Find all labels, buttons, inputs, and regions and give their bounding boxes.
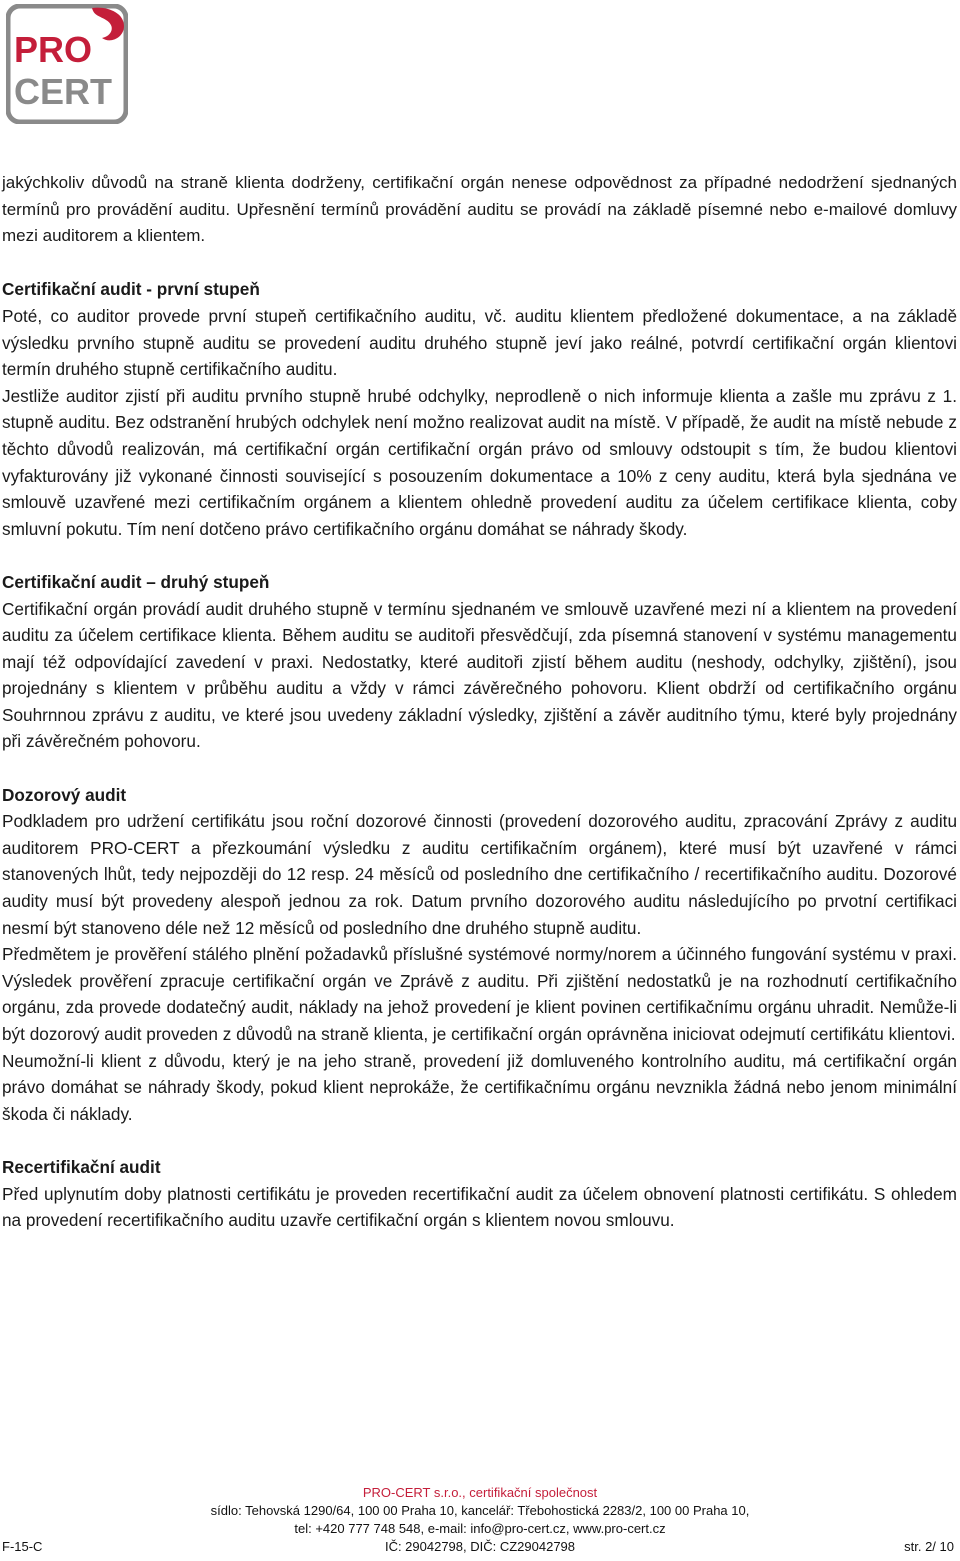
document-body [2,170,957,1234]
footer-last-row [0,1538,960,1556]
intro-paragraph: jakýchkoliv důvodů na straně klienta dodrženy, certifikační orgán nenese odpovědnost za případné nedodržení sjednaných termínů pro provádění auditu. Upřesnění termínů provádění auditu se provádí na základě písemné nebo e-mailové domluvy mezi auditorem a klientem. [2,173,957,246]
footer-address: sídlo: Tehovská 1290/64, 100 00 Praha 10, kancelář: Třebohostická 2283/2, 100 00 Praha 10, [210,1503,750,1518]
surveillance-paragraph-2: Předmětem je prověření stálého plnění požadavků příslušné systémové normy/norem a účinného fungování systému v praxi. Výsledek prověření zpracuje certifikační orgán ve Zprávě z auditu. Při zjištění nedostatků je na rozhodnutí certifikačního orgánu, zda provede dodatečný audit, náklady na jehož provedení je klient povinen certifikačnímu orgánu uhradit. Nemůže-li být dozorový audit proveden z důvodů na straně klienta, je certifikační orgán oprávněna iniciovat odejmutí certifikátu klientovi. [2,944,957,1044]
footer-form-code: F-15-C [2,1539,43,1554]
surveillance-paragraph-1: Podkladem pro udržení certifikátu jsou roční dozorové činnosti (provedení dozorového auditu, zpracování Zprávy z auditu auditorem PRO-CERT a přezkoumání výsledku z auditu certifikačním orgánem), které musí být uzavřené v rámci stanovených lhůt, tedy nejpozději do 12 resp. 24 měsíců od posledního dne certifikačního / recertifikačního auditu. Dozorové audity musí být provedeny alespoň jednou za rok. Datum prvního dozorového auditu následujícího po prvotní certifikaci nesmí být stanoveno déle než 12 měsíců od posledního dne druhého stupně auditu. [2,811,957,938]
footer-contact: tel: +420 777 748 548, e-mail: info@pro-cert.cz, www.pro-cert.cz [294,1521,666,1536]
footer-page-number: str. 2/ 10 [904,1539,954,1554]
heading-surveillance-audit: Dozorový audit [2,784,127,805]
pro-cert-logo [6,4,128,124]
surveillance-paragraph-3: Neumožní-li klient z důvodu, který je na jeho straně, provedení již domluveného kontrolního auditu, má certifikační orgán právo domáhat se náhrady škody, pokud klient neprokáže, že certifikačnímu orgánu nevznikla žádná nebo jenom minimální škoda či náklady. [2,1050,957,1124]
recertification-paragraph: Před uplynutím doby platnosti certifikátu je proveden recertifikační audit za účelem obnovení platnosti certifikátu. S ohledem na provedení recertifikačního auditu uzavře certifikační orgán s klientem novou smlouvu. [2,1183,957,1231]
page-footer [0,1484,960,1556]
svg-text:CERT: CERT [14,71,112,112]
second-stage-paragraph: Certifikační orgán provádí audit druhého stupně v termínu sjednaném ve smlouvě uzavřené mezi ní a klientem na provedení auditu za účelem certifikace klienta. Během auditu se auditoři přesvědčují, zda písemná stanovení v systému managementu mají též odpovídající zavedení v praxi. Nedostatky, které auditoři zjistí během auditu (neshody, odchylky, zjištění), jsou projednány s klientem v průběhu auditu a vždy v rámci závěrečného pohovoru. Klient obdrží od certifikačního orgánu Souhrnnou zprávu z auditu, ve které jsou uvedeny základní výsledky, zjištění a závěr auditního týmu, které byly projednány při závěrečném pohovoru. [2,598,957,752]
heading-recertification-audit: Recertifikační audit [2,1156,161,1177]
first-stage-paragraph-1: Poté, co auditor provede první stupeň certifikačního auditu, vč. auditu klientem předložené dokumentace, a na základě výsledku prvního stupně auditu se provedení auditu druhého stupně jeví jako reálné, potvrdí certifikační orgán klientovi termín druhého stupně certifikačního auditu. [2,305,957,380]
first-stage-paragraph-2: Jestliže auditor zjistí při auditu prvního stupně hrubé odchylky, neprodleně o nich informuje klienta a zašle mu zprávu z 1. stupně auditu. Bez odstranění hrubých odchylek není možno realizovat audit na místě. V případě, že audit na místě nebude z těchto důvodů realizován, má certifikační orgán certifikační orgán právo od smlouvy odstoupit s tím, že budou klientovi vyfakturovány již vykonané činnosti související s posouzením dokumentace a 10% z ceny auditu, která byla sjednána ve smlouvě uzavřené mezi certifikačním orgánem a klientem ohledně provedení auditu za účelem certifikace klienta, coby smluvní pokutu. Tím není dotčeno právo certifikačního orgánu domáhat se náhrady škody. [2,385,957,539]
logo-graphic [6,4,128,124]
heading-second-stage: Certifikační audit – druhý stupeň [2,571,270,592]
svg-text:PRO: PRO [14,29,93,70]
footer-company: PRO-CERT s.r.o., certifikační společnost [362,1485,598,1500]
heading-first-stage: Certifikační audit - první stupeň [2,279,260,300]
footer-ids: IČ: 29042798, DIČ: CZ29042798 [384,1539,576,1554]
